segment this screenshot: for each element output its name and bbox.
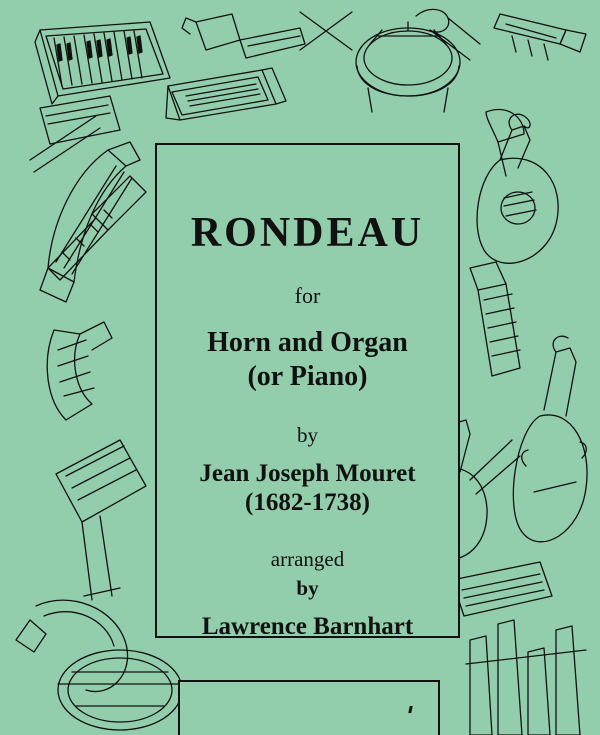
music-stand-icon [56,440,146,600]
instrumentation-line-1: Horn and Organ [207,327,408,358]
by-label: by [297,423,318,447]
organ-pipes-icon [466,620,586,735]
arranged-by-label: by [296,576,319,600]
plate-mark [408,706,412,713]
violin-icon [182,14,305,58]
baton-icon [300,12,352,50]
recorder-icon [470,262,520,376]
for-label: for [294,283,321,308]
title-frame [155,143,460,638]
instrumentation-line-2: (or Piano) [247,361,368,392]
flute-icon [48,176,146,280]
composer-name: Jean Joseph Mouret [199,460,416,487]
drum-icon [58,650,182,730]
arranged-label: arranged [270,547,345,571]
publisher-plate [178,680,440,735]
cello-icon [513,336,587,542]
harpsichord-icon [35,22,170,104]
score-sheet-icon [452,562,552,616]
arranger-name: Lawrence Barnhart [201,613,414,640]
lyre-icon [47,322,112,420]
composer-dates: (1682-1738) [245,489,370,516]
work-title: RONDEAU [190,210,425,256]
harp-icon [40,142,140,302]
trumpet-icon [494,14,586,60]
crossed-flutes-icon [30,116,100,172]
title-block [157,145,458,640]
timpani-icon [356,9,480,112]
music-book-icon [166,68,286,120]
